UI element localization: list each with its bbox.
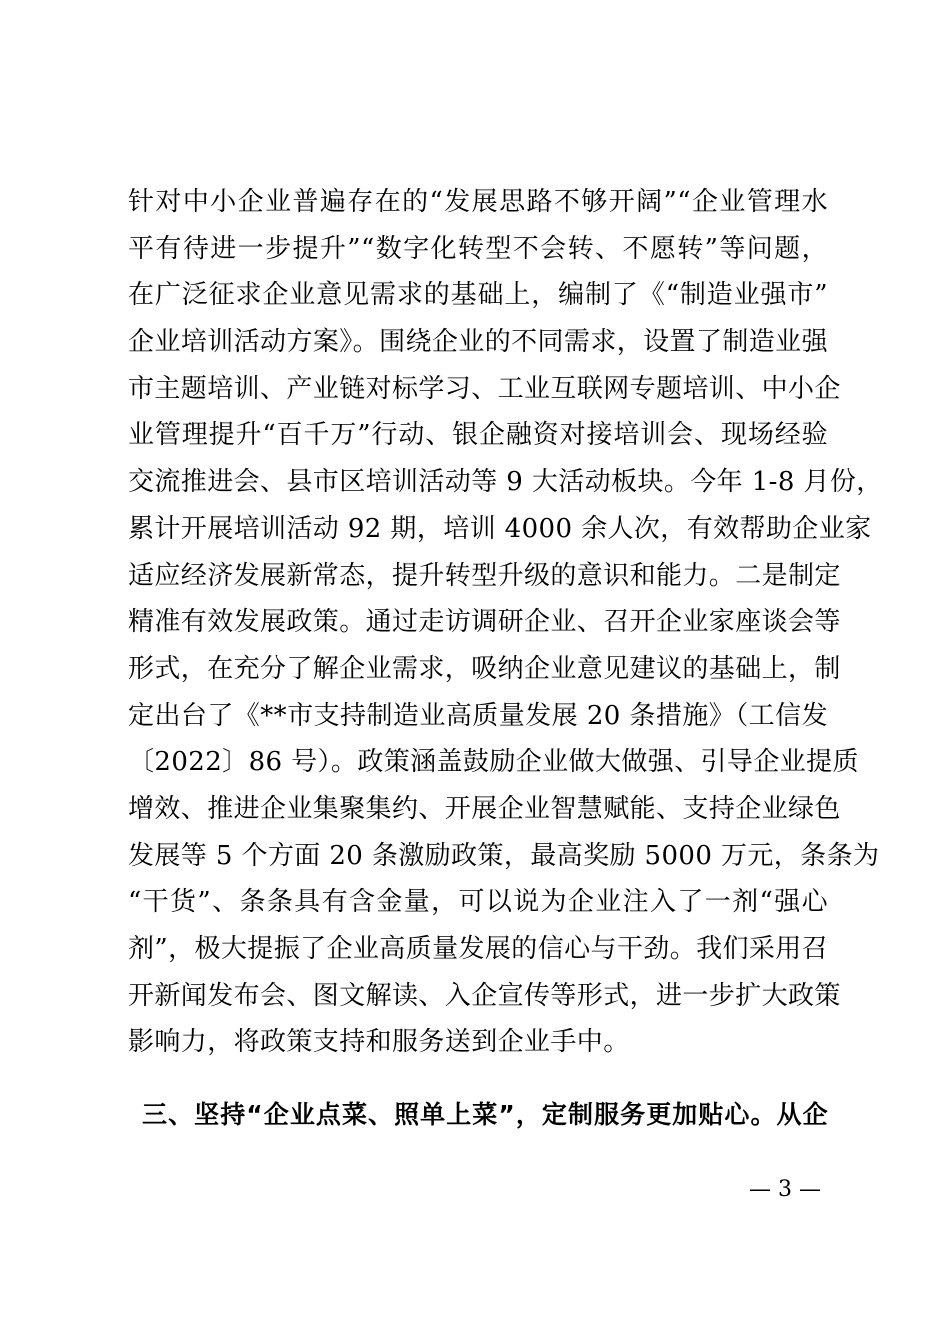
paragraph-line: 开新闻发布会、图文解读、入企宣传等形式，进一步扩大政策: [128, 980, 841, 1011]
paragraph-line: 业管理提升“百千万”行动、银企融资对接培训会、现场经验: [128, 420, 828, 451]
paragraph-line: 精准有效发展政策。通过走访调研企业、召开企业家座谈会等: [128, 607, 841, 638]
paragraph-line: 在广泛征求企业意见需求的基础上，编制了《“制造业强市”: [128, 280, 828, 311]
paragraph-line: 剂”，极大提振了企业高质量发展的信心与干劲。我们采用召: [128, 934, 829, 964]
paragraph-line: 〔2022〕86 号）。政策涵盖鼓励企业做大做强、引导企业提质: [128, 747, 859, 778]
paragraph-line: 市主题培训、产业链对标学习、工业互联网专题培训、中小企: [128, 373, 841, 404]
paragraph-line: 影响力，将政策支持和服务送到企业手中。: [128, 1027, 630, 1058]
paragraph-line: 适应经济发展新常态，提升转型升级的意识和能力。二是制定: [128, 560, 841, 591]
section-heading: [128, 1092, 828, 1139]
paragraph-line: 定出台了《**市支持制造业高质量发展 20 条措施》（工信发: [128, 700, 828, 731]
page-number: — 3 —: [749, 1177, 821, 1202]
paragraph-line: 交流推进会、县市区培训活动等 9 大活动板块。今年 1-8 月份，: [128, 467, 883, 498]
paragraph-line: 平有待进一步提升”“数字化转型不会转、不愿转”等问题，: [128, 233, 828, 264]
paragraph-line: “干货”、条条具有含金量，可以说为企业注入了一剂“强心: [128, 887, 828, 918]
paragraph-line: 发展等 5 个方面 20 条激励政策，最高奖励 5000 万元，条条为: [128, 840, 880, 871]
paragraph-line: 累计开展培训活动 92 期，培训 4000 余人次，有效帮助企业家: [128, 513, 872, 544]
paragraph-line: 针对中小企业普遍存在的“发展思路不够开阔”“企业管理水: [128, 187, 828, 217]
paragraph-line: 形式，在充分了解企业需求，吸纳企业意见建议的基础上，制: [128, 653, 841, 684]
paragraph-line: 企业培训活动方案》。围绕企业的不同需求，设置了制造业强: [128, 327, 828, 358]
body-paragraph: [128, 179, 883, 1066]
section-heading-text: 三、坚持“企业点菜、照单上菜”，定制服务更加贴心。从企: [142, 1100, 828, 1129]
paragraph-line: 增效、推进企业集聚集约、开展企业智慧赋能、支持企业绿色: [128, 793, 841, 824]
